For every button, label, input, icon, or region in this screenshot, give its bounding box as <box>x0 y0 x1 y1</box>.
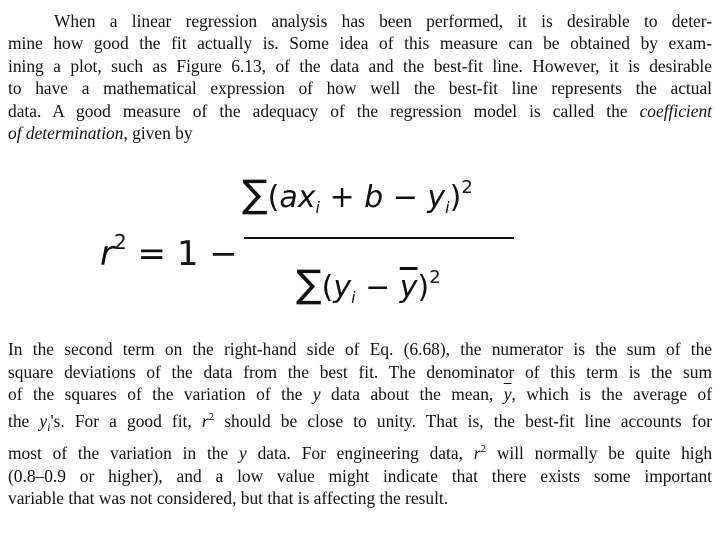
num-subscript-i: i <box>315 198 320 217</box>
var-subscript-i: i <box>47 419 51 434</box>
den-minus: − <box>355 270 400 305</box>
var-r-exponent: 2 <box>208 410 215 423</box>
intro-line-4: to have a mathematical expression of how well the best-fit line represents the actual <box>8 78 712 99</box>
equation-denominator <box>296 258 441 318</box>
intro-line-3: ining a plot, such as Figure 6.13, of the data and the best-fit line. However, it is desirable <box>8 55 712 76</box>
num-open-paren: ( <box>267 180 280 215</box>
intro-line-5-text: data. A good measure of the adequacy of the regression model is called the <box>8 100 640 121</box>
equation-lhs <box>100 222 238 274</box>
num-subscript-i-2: i <box>445 198 450 217</box>
var-r-exponent-2: 2 <box>480 443 486 456</box>
den-subscript-i: i <box>351 288 356 307</box>
den-y-bar: $\overline{y}$ <box>399 270 418 305</box>
explain-line-4-c: should be close to unity. That is, the best-fit line accounts for <box>214 410 712 431</box>
sum-symbol-denominator: ∑ <box>296 262 322 306</box>
var-y: y <box>312 384 321 405</box>
sum-symbol-numerator: ∑ <box>242 172 268 216</box>
explain-line-3 <box>8 383 712 406</box>
explain-line-7: variable that was not considered, but that is affecting the result. <box>8 488 449 509</box>
fraction-bar <box>244 237 514 239</box>
var-r: r <box>201 410 209 431</box>
explain-line-4-b: 's. For a good fit, <box>50 410 202 431</box>
eq-r-exponent: 2 <box>113 230 127 254</box>
explain-line-5-a: most of the variation in the <box>8 442 240 463</box>
var-y-2: y <box>239 442 247 463</box>
num-close-paren: ) <box>449 180 462 215</box>
num-exponent: 2 <box>461 177 473 198</box>
intro-line-1: When a linear regression analysis has been performed, it is desirable to deter- <box>54 11 712 31</box>
den-y: y <box>333 270 352 305</box>
num-b: b <box>364 180 384 215</box>
intro-paragraph <box>8 10 712 144</box>
var-y-i: y <box>39 410 48 431</box>
eq-equals-one-minus: = 1 − <box>126 234 238 274</box>
explain-line-5 <box>8 438 712 464</box>
explain-line-4 <box>8 406 712 438</box>
intro-line-5 <box>8 100 712 122</box>
explain-line-3-b: data about the mean, <box>320 384 504 405</box>
num-plus: + <box>319 180 365 215</box>
explain-line-2: square deviations of the data from the best fit. The denominator of this term is the sum <box>8 361 712 382</box>
term-determination: of determination <box>8 123 124 144</box>
intro-line-6-text: , given by <box>123 123 193 144</box>
num-ax: ax <box>279 180 316 215</box>
explain-line-5-c: will normally be quite high <box>486 442 713 463</box>
r-squared-equation <box>90 162 530 322</box>
explanation-paragraph <box>8 338 712 510</box>
explain-line-3-c: , which is the average of <box>511 384 712 405</box>
num-minus: − <box>383 180 428 215</box>
explain-line-4-a: the <box>8 410 40 431</box>
eq-r: r <box>100 234 114 274</box>
equation-numerator <box>242 168 473 228</box>
explain-line-1: In the second term on the right-hand side of Eq. (6.68), the numerator is the sum of the <box>8 339 712 359</box>
explain-line-5-b: data. For engineering data, <box>246 442 474 463</box>
den-exponent: 2 <box>429 267 441 288</box>
explain-line-6: (0.8–0.9 or higher), and a low value might indicate that there exists some important <box>8 465 712 486</box>
intro-line-2: mine how good the fit actually is. Some idea of this measure can be obtained by exam- <box>8 33 712 54</box>
var-y-bar: $\overline{y}$ <box>503 384 512 405</box>
den-close-paren: ) <box>417 270 430 305</box>
num-y: y <box>427 180 446 215</box>
var-r-2: r <box>473 442 481 463</box>
den-open-paren: ( <box>321 270 334 305</box>
term-coefficient: coefficient <box>639 100 712 121</box>
intro-line-6 <box>8 122 712 144</box>
explain-line-3-a: of the squares of the variation of the <box>8 384 313 405</box>
